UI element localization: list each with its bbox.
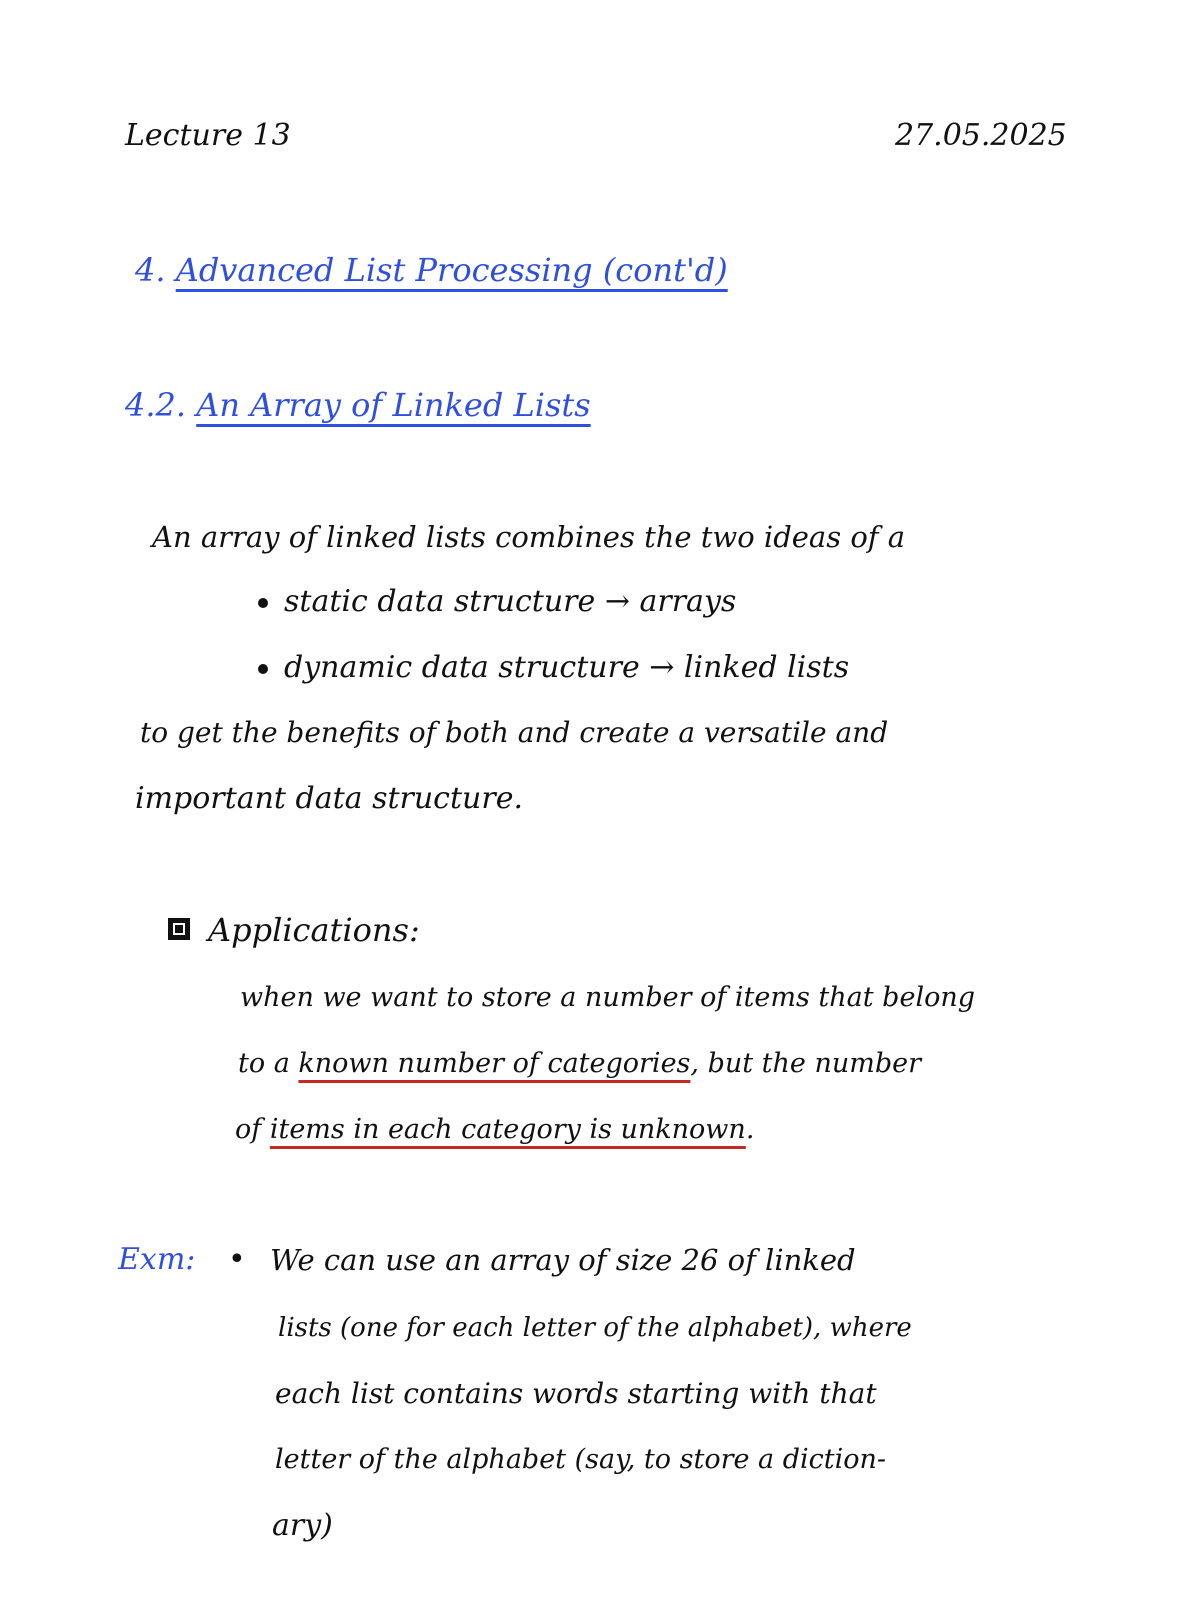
bullet-text: static data structure → arrays xyxy=(284,584,737,619)
lecture-label: Lecture 13 xyxy=(125,118,291,153)
applications-heading: Applications: xyxy=(208,911,420,949)
underlined-phrase: known number of categories xyxy=(298,1048,691,1079)
bullet-dot xyxy=(258,664,268,674)
underlined-phrase: items in each category is unknown xyxy=(269,1114,746,1145)
bullet-dot xyxy=(258,598,268,608)
example-line-4: letter of the alphabet (say, to store a diction- xyxy=(275,1444,887,1475)
subsection-title xyxy=(125,385,591,425)
subsection-number: 4.2. xyxy=(125,386,187,424)
line-text: of xyxy=(235,1114,262,1145)
checkbox-icon xyxy=(168,918,190,940)
example-line-1: We can use an array of size 26 of linked xyxy=(270,1243,856,1277)
section-title xyxy=(135,250,728,290)
example-line-5: ary) xyxy=(272,1508,333,1543)
intro-bullet-dynamic xyxy=(258,648,849,688)
example-bullet: • xyxy=(228,1242,246,1277)
applications-line-3 xyxy=(235,1110,754,1150)
section-title-text: Advanced List Processing (cont'd) xyxy=(175,251,728,289)
bullet-text: dynamic data structure → linked lists xyxy=(284,650,850,685)
intro-line-2: to get the benefits of both and create a versatile and xyxy=(140,716,889,749)
line-text: , but the number xyxy=(690,1048,922,1079)
applications-line-2 xyxy=(238,1044,921,1084)
example-line-3: each list contains words starting with that xyxy=(275,1377,877,1410)
example-label: Exm: xyxy=(118,1242,196,1277)
line-text: to a xyxy=(238,1048,290,1079)
lecture-date: 27.05.2025 xyxy=(895,118,1067,153)
line-text: . xyxy=(745,1114,755,1145)
subsection-title-text: An Array of Linked Lists xyxy=(196,386,591,424)
intro-line-3: important data structure. xyxy=(135,781,523,816)
example-line-2: lists (one for each letter of the alphabet), where xyxy=(278,1313,912,1343)
intro-bullet-static xyxy=(258,582,736,622)
section-number: 4. xyxy=(135,251,166,289)
intro-line-1: An array of linked lists combines the two ideas of a xyxy=(152,520,906,554)
applications-line-1: when we want to store a number of items that belong xyxy=(240,982,976,1013)
